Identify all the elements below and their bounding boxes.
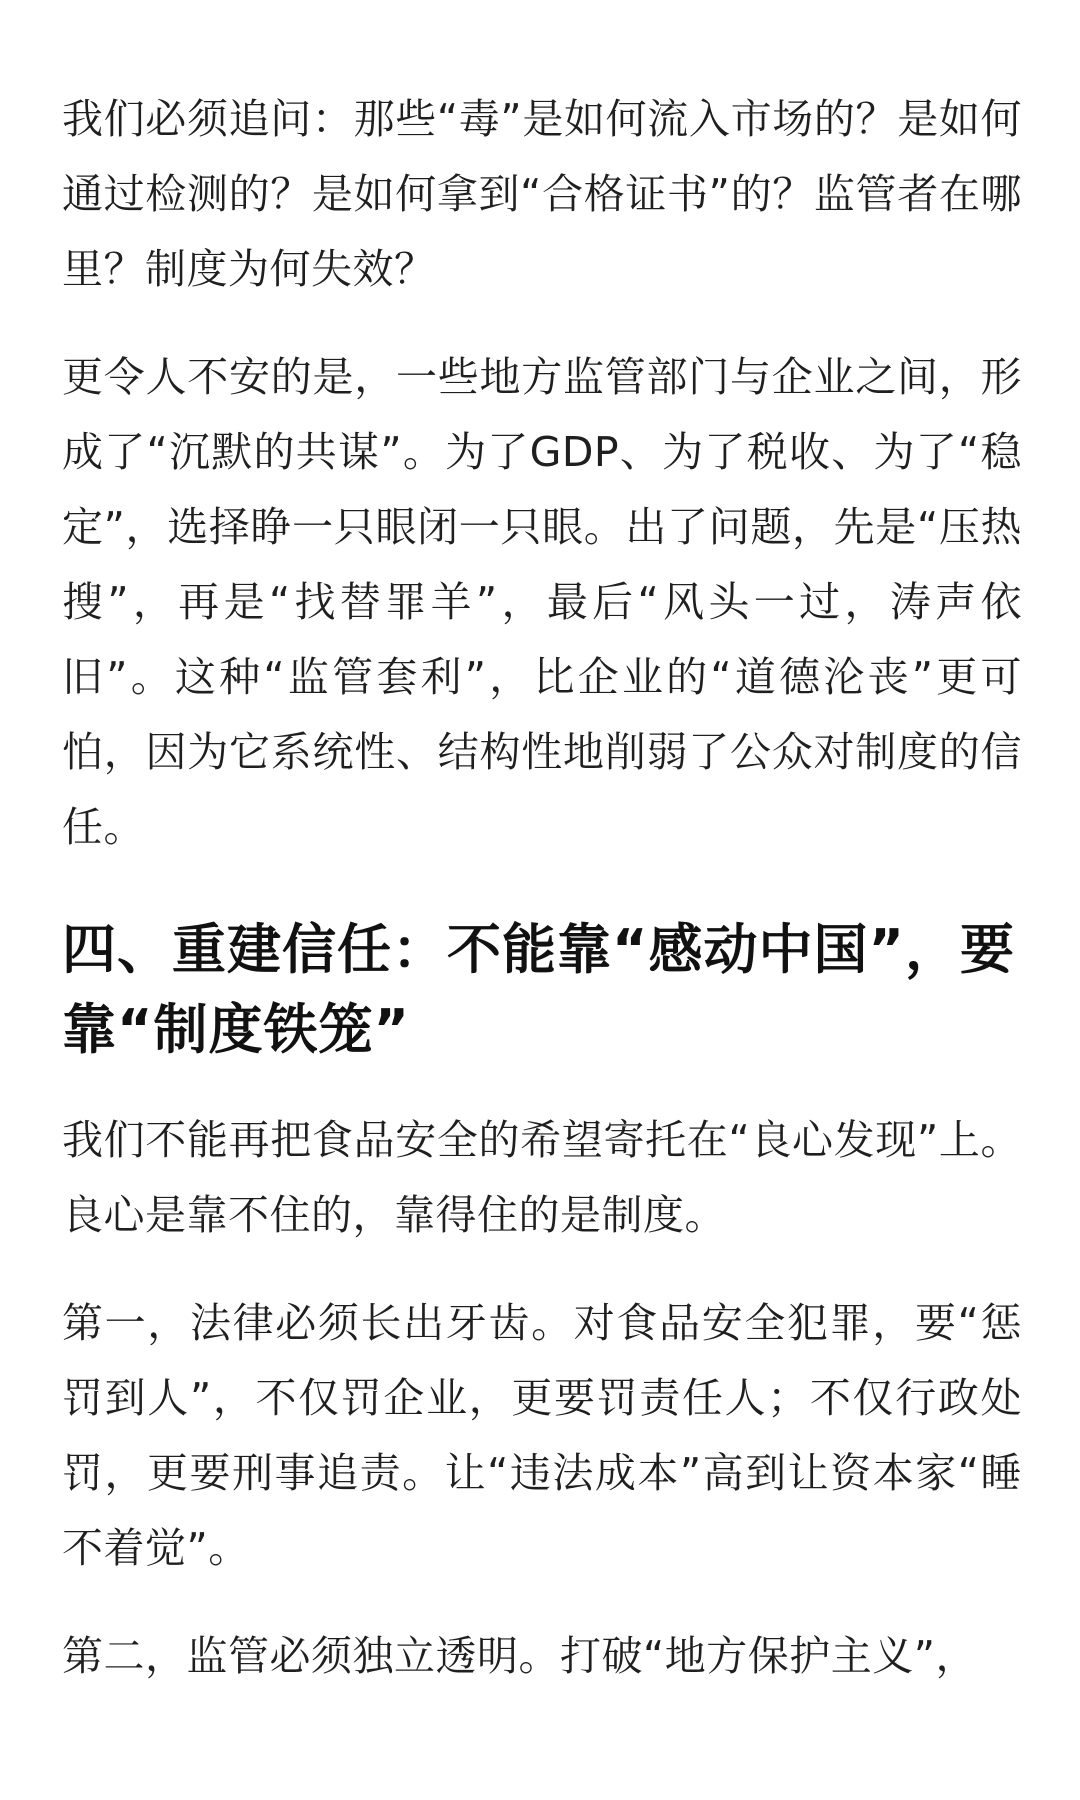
- paragraph-conscience: 我们不能再把食品安全的希望寄托在“良心发现”上。良心是靠不住的，靠得住的是制度。: [62, 1116, 1022, 1239]
- section-heading-rebuild-trust: 四、重建信任：不能靠“感动中国”，要靠“制度铁笼”: [62, 918, 1015, 1061]
- paragraph-silent-collusion: 更令人不安的是，一些地方监管部门与企业之间，形成了“沉默的共谋”。为了GDP、为了税收、为了“稳定”，选择睁一只眼闭一只眼。出了问题，先是“压热搜”，再是“找替罪羊”，最后“风头一过，涛声依旧”。这种“监管套利”，比企业的“道德沦丧”更可怕，因为它系统性、结构性地削弱了公众对制度的信任。: [62, 353, 1022, 851]
- paragraph-questions: 我们必须追问：那些“毒”是如何流入市场的？是如何通过检测的？是如何拿到“合格证书”的？监管者在哪里？制度为何失效？: [62, 95, 1022, 293]
- paragraph-second-supervision: 第二，监管必须独立透明。打破“地方保护主义”，: [62, 1632, 977, 1680]
- article-body: [62, 82, 1022, 1694]
- paragraph-first-law: 第一，法律必须长出牙齿。对食品安全犯罪，要“惩罚到人”，不仅罚企业，更要罚责任人；不仅行政处罚，更要刑事追责。让“违法成本”高到让资本家“睡不着觉”。: [62, 1299, 1022, 1572]
